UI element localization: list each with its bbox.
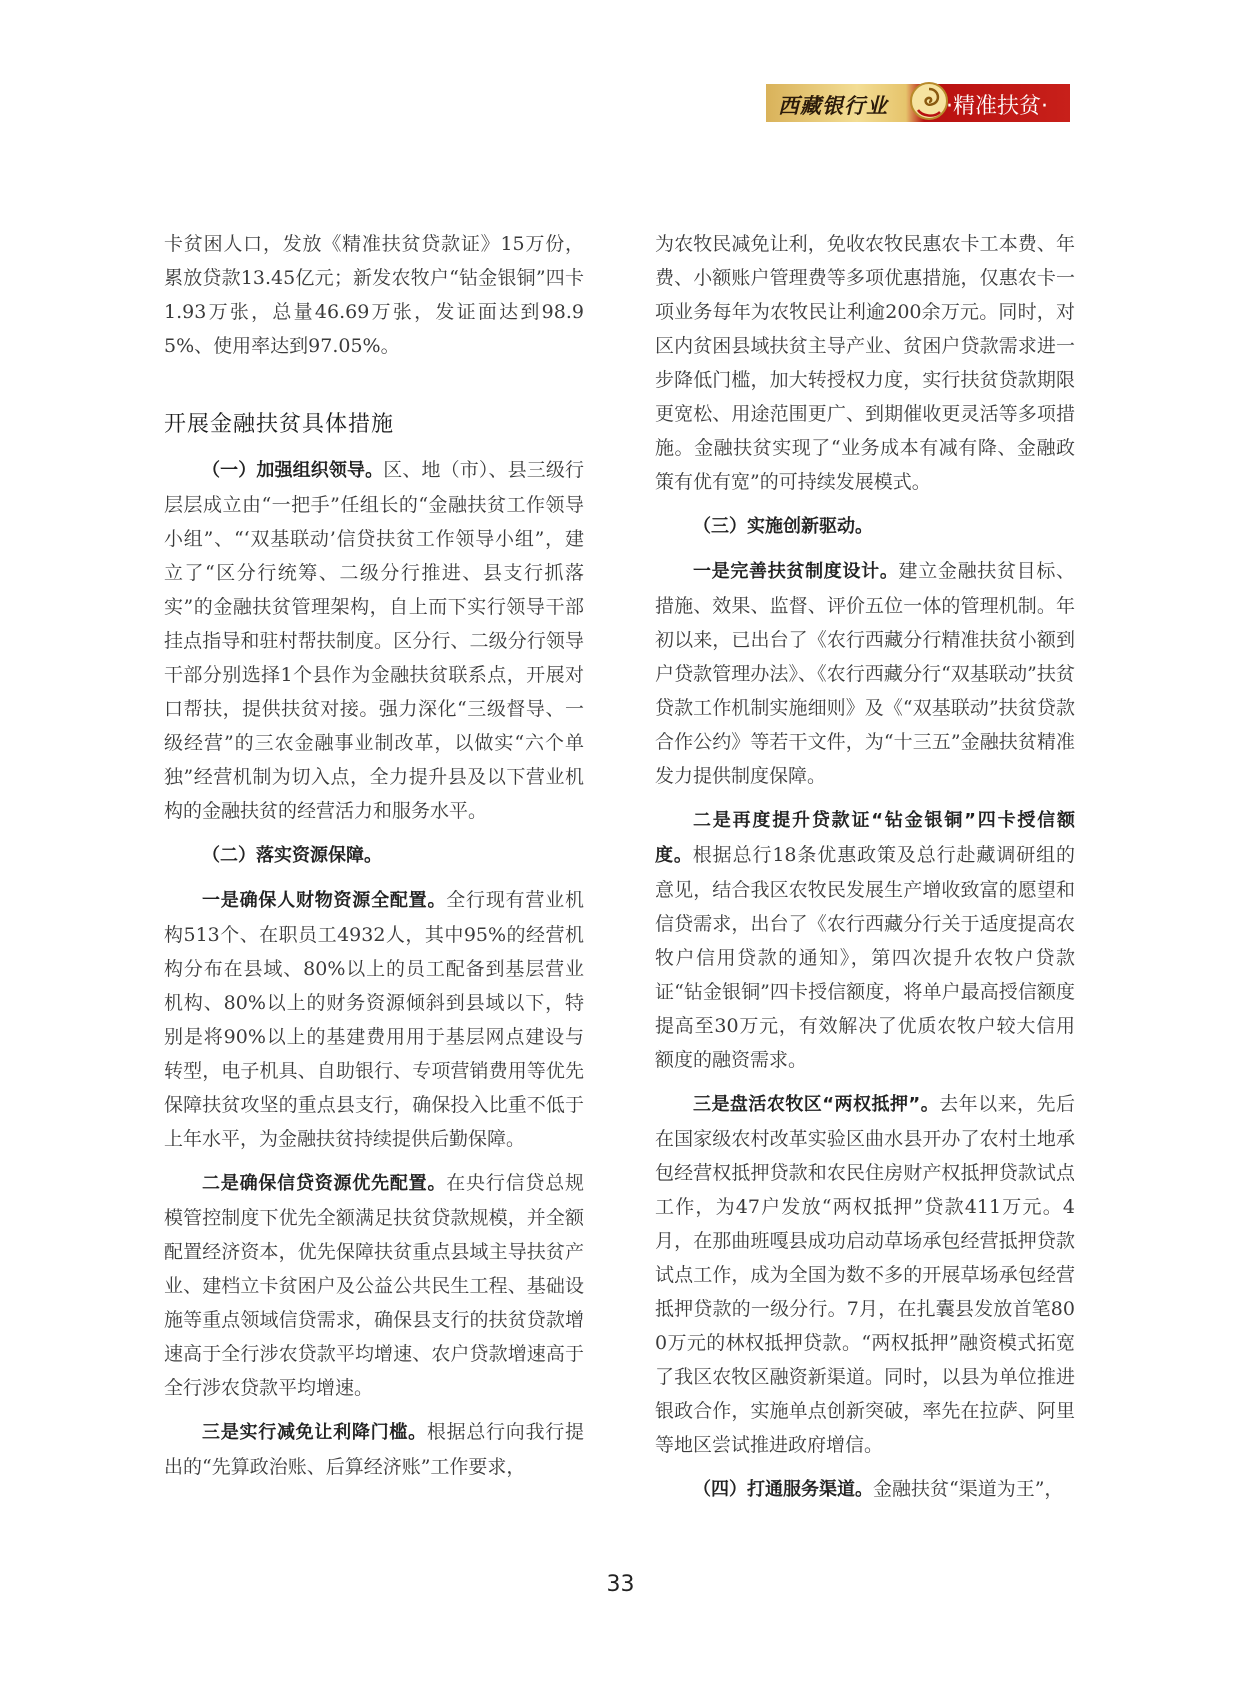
paragraph: （四）打通服务渠道。金融扶贫“渠道为王”， <box>693 1478 1064 1500</box>
subsection-title: （四）打通服务渠道。 <box>693 1479 873 1500</box>
point-title: 二是确保信贷资源优先配置。 <box>202 1173 447 1194</box>
point-title: 三是实行减免让利降门槛。 <box>202 1422 427 1443</box>
paragraph: 为农牧民减免让利，免收农牧民惠农卡工本费、年费、小额账户管理费等多项优惠措施，仅惠农卡一项业务每年为农牧民让利逾200余万元。同时，对区内贫困县域扶贫主导产业、贫困户贷款需求进一步降低门槛，加大转授权力度，实行扶贫贷款期限更宽松、用途范围更广、到期催收更灵活等多项措施。金融扶贫实现了“业务成本有减有降、金融政策有优有宽”的可持续发展模式。 <box>655 233 1075 493</box>
paragraph: 三是盘活农牧区“两权抵押”。去年以来，先后在国家级农村改革实验区曲水县开办了农村土地承包经营权抵押贷款和农民住房财产权抵押贷款试点工作，为47户发放“两权抵押”贷款411万元。4月，在那曲班嘎县成功启动草场承包经营抵押贷款试点工作，成为全国为数不多的开展草场承包经营抵押贷款的一级分行。7月，在扎囊县发放首笔800万元的林权抵押贷款。“两权抵押”融资模式拓宽了我区农牧区融资新渠道。同时，以县为单位推进银政合作，实施单点创新突破，率先在拉萨、阿里等地区尝试推进政府增信。 <box>655 1093 1075 1456</box>
page-number: 33 <box>606 1572 635 1597</box>
left-column <box>164 227 584 1484</box>
section-heading: 开展金融扶贫具体措施 <box>164 412 395 437</box>
paragraph: 二是再度提升贷款证“钻金银铜”四卡授信额度。根据总行18条优惠政策及总行赴藏调研组的意见，结合我区农牧民发展生产增收致富的愿望和信贷需求，出台了《农行西藏分行关于适度提高农牧户信用贷款的通知》，第四次提升农牧户贷款证“钻金银铜”四卡授信额度，将单户最高授信额度提高至30万元，有效解决了优质农牧户较大信用额度的融资需求。 <box>655 810 1075 1071</box>
brand-logo-text: 西藏银行业 <box>778 93 888 118</box>
section-title: ·精准扶贫· <box>946 94 1048 119</box>
right-column <box>655 227 1075 1507</box>
point-title: 一是确保人财物资源全配置。 <box>202 890 447 911</box>
paragraph: 一是完善扶贫制度设计。建立金融扶贫目标、措施、效果、监督、评价五位一体的管理机制。年初以来，已出台了《农行西藏分行精准扶贫小额到户贷款管理办法》、《农行西藏分行“双基联动”扶贫贷款工作机制实施细则》及《“双基联动”扶贫贷款合作公约》等若干文件，为“十三五”金融扶贫精准发力提供制度保障。 <box>655 560 1075 787</box>
header-banner <box>766 84 1070 122</box>
paragraph: 卡贫困人口，发放《精准扶贫贷款证》15万份，累放贷款13.45亿元；新发农牧户“钻金银铜”四卡1.93万张，总量46.69万张，发证面达到98.95%、使用率达到97.05%。 <box>164 233 584 357</box>
paragraph: （一）加强组织领导。区、地（市）、县三级行层层成立由“一把手”任组长的“金融扶贫工作领导小组”、“‘双基联动’信贷扶贫工作领导小组”，建立了“区分行统筹、二级分行推进、县支行抓落实”的金融扶贫管理架构，自上而下实行领导干部挂点指导和驻村帮扶制度。区分行、二级分行领导干部分别选择1个县作为金融扶贫联系点，开展对口帮扶，提供扶贫对接。强力深化“三级督导、一级经营”的三农金融事业制改革，以做实“六个单独”经营机制为切入点，全力提升县及以下营业机构的金融扶贫的经营活力和服务水平。 <box>164 459 584 822</box>
paragraph: 一是确保人财物资源全配置。全行现有营业机构513个、在职员工4932人，其中95%的经营机构分布在县域、80%以上的员工配备到基层营业机构、80%以上的财务资源倾斜到县域以下，特别是将90%以上的基建费用用于基层网点建设与转型，电子机具、自助银行、专项营销费用等优先保障扶贫攻坚的重点县支行，确保投入比重不低于上年水平，为金融扶贫持续提供后勤保障。 <box>164 889 584 1150</box>
point-title: 二是再度提升贷款证“钻金银铜”四卡授信额度。 <box>655 810 1075 866</box>
subsection-title: （一）加强组织领导。 <box>202 460 384 481</box>
point-title: 三是盘活农牧区“两权抵押”。 <box>693 1094 940 1115</box>
point-title: 一是完善扶贫制度设计。 <box>693 561 899 582</box>
subsection-heading: （三）实施创新驱动。 <box>693 516 873 537</box>
subsection-heading: （二）落实资源保障。 <box>202 845 382 866</box>
paragraph: 二是确保信贷资源优先配置。在央行信贷总规模管控制度下优先全额满足扶贫贷款规模，并全额配置经济资本，优先保障扶贫重点县域主导扶贫产业、建档立卡贫困户及公益公共民生工程、基础设施等重点领域信贷需求，确保县支行的扶贫贷款增速高于全行涉农贷款平均增速、农户贷款增速高于全行涉农贷款平均增速。 <box>164 1172 584 1399</box>
paragraph: 三是实行减免让利降门槛。根据总行向我行提出的“先算政治账、后算经济账”工作要求， <box>164 1421 584 1478</box>
